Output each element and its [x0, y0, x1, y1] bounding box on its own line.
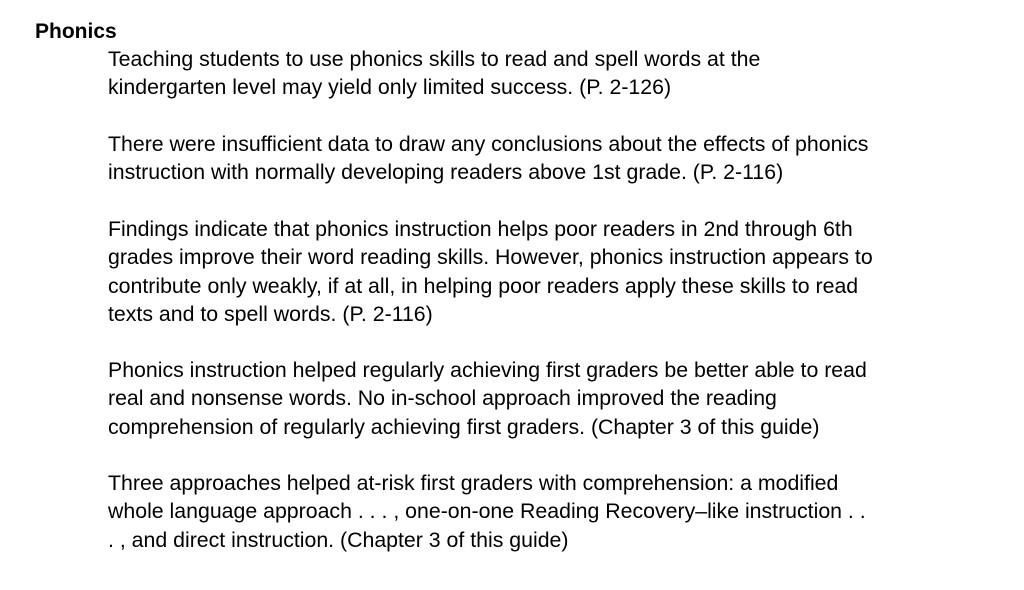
paragraph-line: comprehension of regularly achieving first graders. (Chapter 3 of this guide)	[108, 414, 820, 439]
paragraph-line: real and nonsense words. No in-school approach improved the reading	[108, 386, 777, 411]
paragraph-at-risk-approaches	[108, 469, 1008, 554]
section-heading: Phonics	[35, 20, 117, 43]
paragraph-line: There were insufficient data to draw any conclusions about the effects of phonics	[108, 132, 869, 156]
paragraph-line: whole language approach . . . , one-on-one Reading Recovery–like instruction . .	[108, 499, 866, 524]
paragraph-line: Phonics instruction helped regularly achieving first graders be better able to read	[108, 358, 867, 382]
paragraph-line: texts and to spell words. (P. 2-116)	[108, 301, 433, 326]
paragraph-line: kindergarten level may yield only limited success. (P. 2-126)	[108, 75, 672, 100]
paragraph-line: contribute only weakly, if at all, in helping poor readers apply these skills to read	[108, 273, 859, 298]
paragraph-insufficient-data	[108, 130, 1008, 187]
paragraph-kindergarten-phonics	[108, 45, 1008, 102]
paragraph-first-graders	[108, 356, 1008, 441]
paragraph-line: Teaching students to use phonics skills to read and spell words at the	[108, 47, 761, 71]
paragraph-poor-readers	[108, 215, 1008, 328]
paragraph-line: Three approaches helped at-risk first graders with comprehension: a modified	[108, 471, 839, 495]
paragraph-line: instruction with normally developing readers above 1st grade. (P. 2-116)	[108, 160, 784, 185]
paragraph-line: Findings indicate that phonics instruction helps poor readers in 2nd through 6th	[108, 217, 853, 241]
paragraph-line: . , and direct instruction. (Chapter 3 of this guide)	[108, 527, 569, 552]
paragraph-line: grades improve their word reading skills. However, phonics instruction appears to	[108, 245, 873, 270]
